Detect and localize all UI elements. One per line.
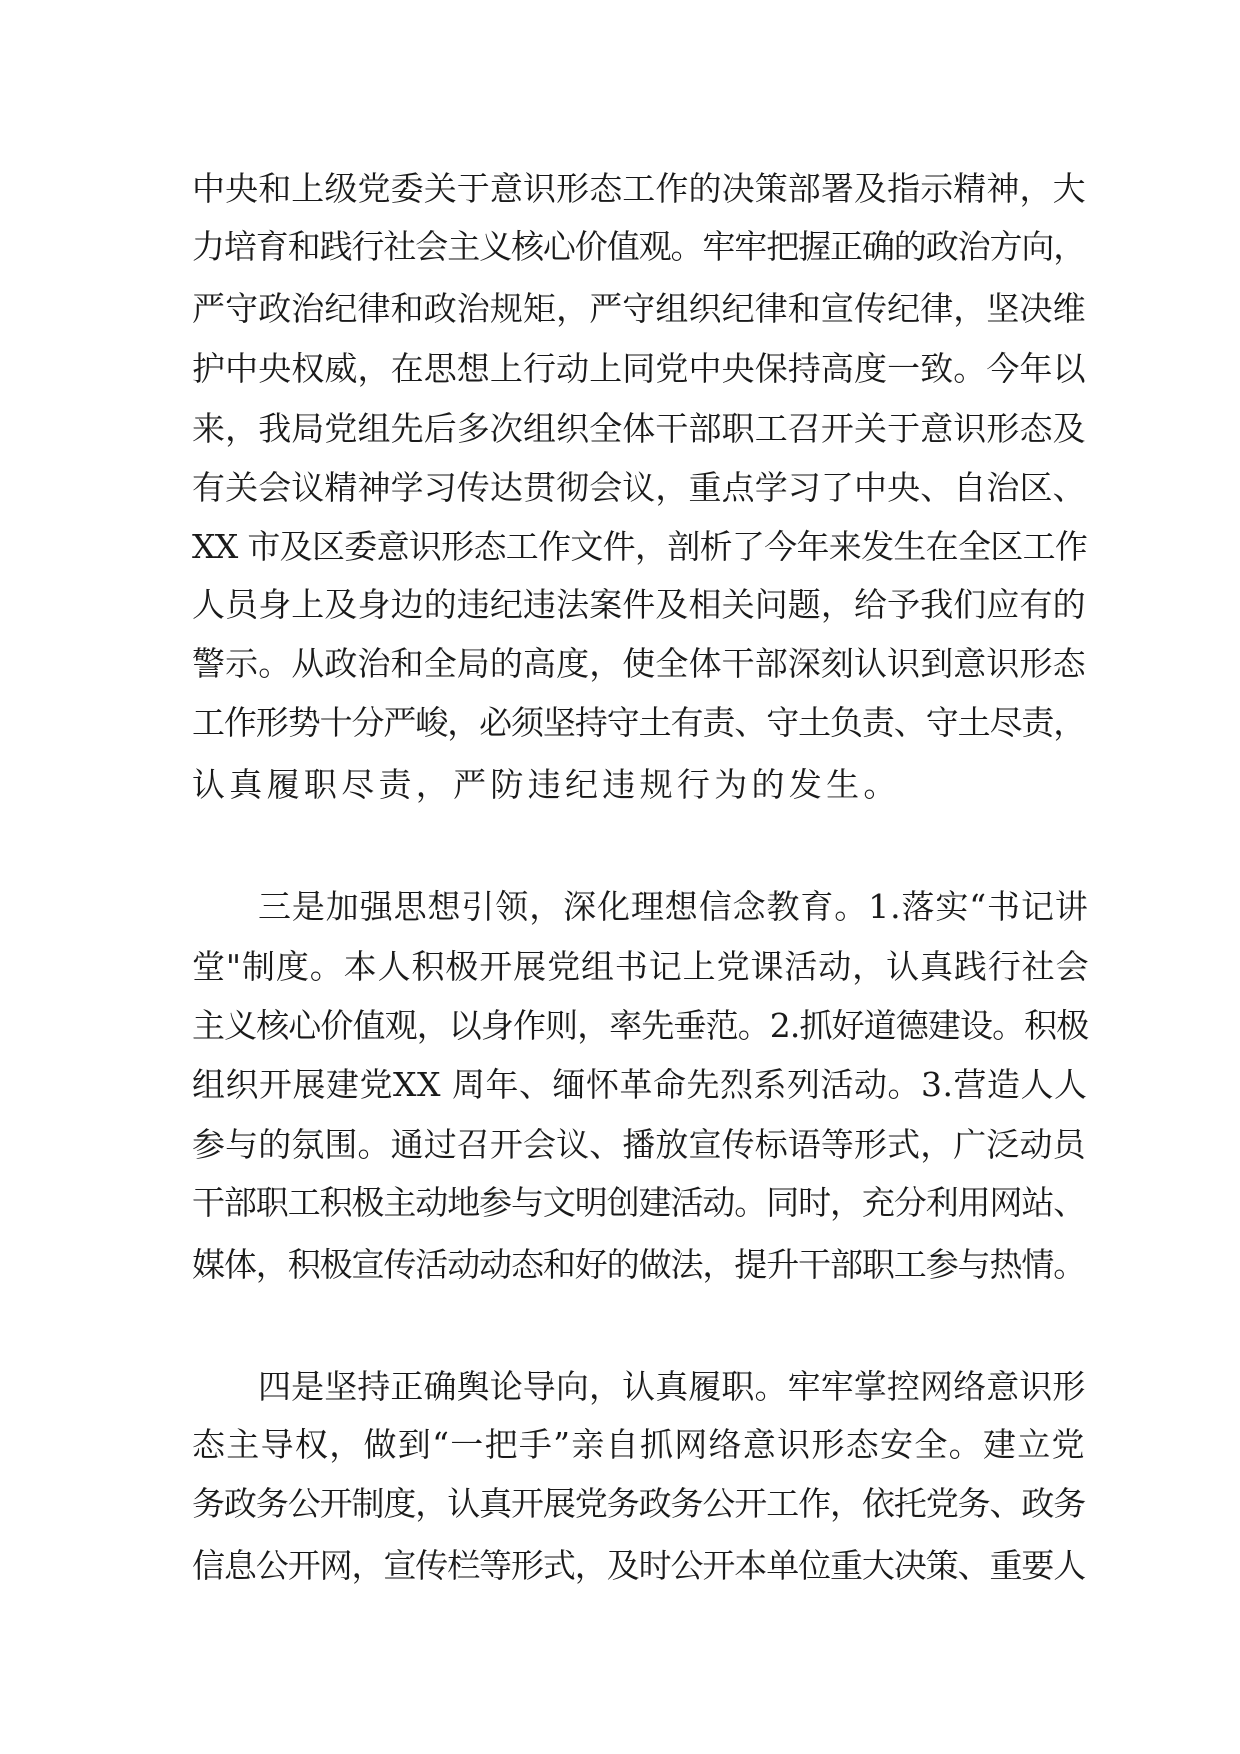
text-line: 人员身上及身边的违纪违法案件及相关问题，给予我们应有的 [192,585,1086,624]
text-line: 参与的氛围。通过召开会议、播放宣传标语等形式，广泛动员 [192,1125,1086,1164]
text-line: 认真履职尽责，严防违纪违规行为的发生。 [192,765,901,804]
text-line: 力培育和践行社会主义核心价值观。牢牢把握正确的政治方向， [192,227,1086,266]
text-line: 堂"制度。本人积极开展党组书记上党课活动，认真践行社会 [192,947,1090,986]
text-line: 信息公开网，宣传栏等形式，及时公开本单位重大决策、重要人 [192,1546,1086,1585]
text-line: 警示。从政治和全局的高度，使全体干部深刻认识到意识形态 [192,644,1086,683]
text-line: 组织开展建党XX 周年、缅怀革命先烈系列活动。3.营造人人 [192,1065,1088,1104]
text-line: 有关会议精神学习传达贯彻会议，重点学习了中央、自治区、 [192,468,1086,507]
text-line: 工作形势十分严峻，必须坚持守土有责、守土负责、守土尽责， [192,703,1086,742]
text-line: 务政务公开制度，认真开展党务政务公开工作，依托党务、政务 [192,1484,1086,1523]
text-line: XX 市及区委意识形态工作文件，剖析了今年来发生在全区工作 [192,527,1088,566]
text-line: 护中央权威，在思想上行动上同党中央保持高度一致。今年以 [192,349,1086,388]
text-line: 干部职工积极主动地参与文明创建活动。同时，充分利用网站、 [192,1183,1086,1222]
text-line: 态主导权，做到“一把手”亲自抓网络意识形态安全。建立党 [192,1425,1086,1464]
text-line: 中央和上级党委关于意识形态工作的决策部署及指示精神，大 [192,169,1086,208]
text-line: 严守政治纪律和政治规矩，严守组织纪律和宣传纪律，坚决维 [192,289,1086,328]
paragraph-start-line: 三是加强思想引领，深化理想信念教育。1.落实“书记讲 [258,887,1089,926]
text-line: 来，我局党组先后多次组织全体干部职工召开关于意识形态及 [192,409,1086,448]
text-line: 主义核心价值观，以身作则，率先垂范。2.抓好道德建设。积极 [192,1006,1089,1045]
text-line: 媒体，积极宣传活动动态和好的做法，提升干部职工参与热情。 [192,1245,1086,1284]
paragraph-start-line: 四是坚持正确舆论导向，认真履职。牢牢掌控网络意识形 [258,1367,1086,1406]
